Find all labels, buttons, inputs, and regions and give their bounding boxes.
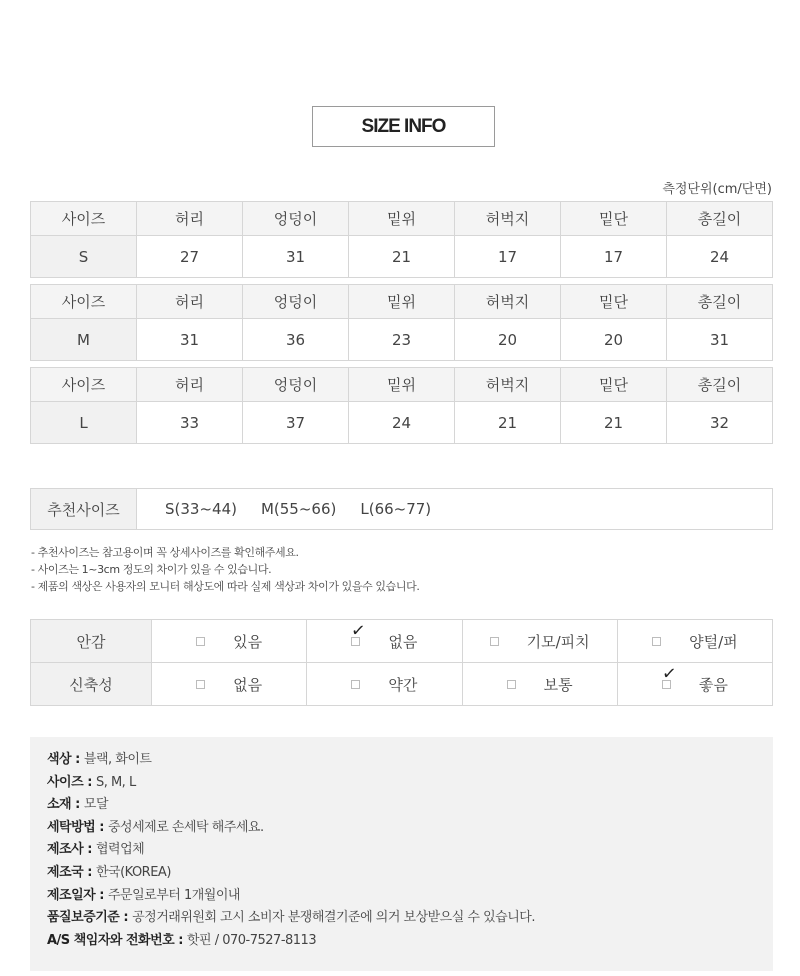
checkbox-icon bbox=[490, 637, 499, 646]
info-separator: : bbox=[83, 842, 96, 858]
header-cell: 엉덩이 bbox=[243, 285, 349, 319]
value-cell: 24 bbox=[349, 402, 455, 444]
header-cell: 허벅지 bbox=[455, 202, 561, 236]
attribute-option bbox=[307, 620, 462, 663]
header-cell: 밑단 bbox=[561, 285, 667, 319]
info-value: 모달 bbox=[83, 797, 109, 813]
info-row bbox=[47, 794, 773, 817]
header-cell: 엉덩이 bbox=[243, 368, 349, 402]
note-line: - 추천사이즈는 참고용이며 꼭 상세사이즈를 확인해주세요. bbox=[31, 546, 299, 559]
attribute-option bbox=[462, 663, 617, 706]
option-label: 양털/퍼 bbox=[689, 632, 738, 651]
info-value: 블랙, 화이트 bbox=[83, 752, 152, 767]
info-row bbox=[47, 907, 773, 930]
info-row bbox=[47, 749, 773, 772]
value-cell: 33 bbox=[137, 402, 243, 444]
recommended-size-value: L(66~77) bbox=[360, 500, 432, 518]
size-label-cell: L bbox=[31, 402, 137, 444]
note-line: - 제품의 색상은 사용자의 모니터 해상도에 따라 실제 색상과 차이가 있을수 있습니다. bbox=[31, 580, 420, 593]
info-key: 세탁방법 bbox=[47, 819, 96, 835]
info-separator: : bbox=[83, 864, 96, 880]
info-value: 주문일로부터 1개월이내 bbox=[108, 887, 240, 903]
attribute-option bbox=[152, 663, 307, 706]
info-row bbox=[47, 862, 773, 885]
info-row bbox=[47, 772, 773, 795]
header-cell: 허벅지 bbox=[455, 368, 561, 402]
attribute-label: 신축성 bbox=[31, 663, 152, 706]
size-table-m bbox=[30, 284, 773, 361]
info-key: 제조일자 bbox=[47, 887, 96, 903]
info-separator: : bbox=[95, 887, 108, 903]
size-table-l bbox=[30, 367, 773, 444]
size-table-value-row bbox=[31, 319, 773, 361]
header-cell: 총길이 bbox=[667, 202, 773, 236]
fabric-attribute-table bbox=[30, 619, 773, 706]
info-key: 품질보증기준 bbox=[47, 910, 120, 926]
info-separator: : bbox=[71, 797, 84, 813]
checkbox-icon bbox=[652, 637, 661, 646]
info-key: 제조국 bbox=[47, 864, 84, 880]
option-label: 없음 bbox=[233, 675, 263, 694]
value-cell: 37 bbox=[243, 402, 349, 444]
note-line: - 사이즈는 1~3cm 정도의 차이가 있을 수 있습니다. bbox=[31, 563, 272, 576]
attribute-row-lining bbox=[31, 620, 773, 663]
checkbox-icon bbox=[351, 680, 360, 689]
size-table-header-row bbox=[31, 368, 773, 402]
info-value: 공정거래위원회 고시 소비자 분쟁해결기준에 의거 보상받으실 수 있습니다. bbox=[132, 910, 535, 926]
info-row bbox=[47, 817, 773, 840]
info-row bbox=[47, 930, 773, 953]
value-cell: 21 bbox=[561, 402, 667, 444]
value-cell: 24 bbox=[667, 236, 773, 278]
header-cell: 허리 bbox=[137, 285, 243, 319]
info-value: S, M, L bbox=[95, 774, 136, 790]
option-label: 있음 bbox=[233, 632, 263, 651]
recommended-size-value: M(55~66) bbox=[260, 500, 337, 518]
value-cell: 27 bbox=[137, 236, 243, 278]
header-cell: 밑위 bbox=[349, 202, 455, 236]
size-table-header-row bbox=[31, 285, 773, 319]
value-cell: 32 bbox=[667, 402, 773, 444]
value-cell: 17 bbox=[455, 236, 561, 278]
header-cell: 허벅지 bbox=[455, 285, 561, 319]
product-info-box bbox=[30, 737, 773, 971]
value-cell: 20 bbox=[455, 319, 561, 361]
info-row bbox=[47, 885, 773, 908]
value-cell: 17 bbox=[561, 236, 667, 278]
option-label: 약간 bbox=[388, 675, 418, 694]
header-cell: 총길이 bbox=[667, 368, 773, 402]
header-cell: 밑위 bbox=[349, 285, 455, 319]
size-info-title: SIZE INFO bbox=[312, 106, 495, 147]
info-separator: : bbox=[174, 932, 187, 948]
recommended-size-label: 추천사이즈 bbox=[31, 489, 137, 529]
header-cell: 사이즈 bbox=[31, 285, 137, 319]
attribute-row-stretch bbox=[31, 663, 773, 706]
info-separator: : bbox=[119, 910, 133, 926]
recommended-size-value: S(33~44) bbox=[165, 500, 237, 518]
option-label: 없음 bbox=[388, 632, 418, 651]
recommended-size-box bbox=[30, 488, 773, 530]
attribute-option bbox=[617, 620, 772, 663]
header-cell: 허리 bbox=[137, 368, 243, 402]
info-key: 소재 bbox=[47, 797, 72, 813]
value-cell: 23 bbox=[349, 319, 455, 361]
check-mark-icon: ✓ bbox=[660, 662, 678, 685]
checkbox-icon bbox=[196, 637, 205, 646]
info-row bbox=[47, 839, 773, 862]
value-cell: 21 bbox=[349, 236, 455, 278]
attribute-option bbox=[617, 663, 772, 706]
size-table-value-row bbox=[31, 236, 773, 278]
info-separator: : bbox=[83, 774, 96, 790]
header-cell: 사이즈 bbox=[31, 368, 137, 402]
info-value: 협력업체 bbox=[95, 842, 145, 858]
size-label-cell: S bbox=[31, 236, 137, 278]
checkbox-icon bbox=[507, 680, 516, 689]
check-mark-icon: ✓ bbox=[350, 619, 367, 642]
size-table-s bbox=[30, 201, 773, 278]
size-table-header-row bbox=[31, 202, 773, 236]
value-cell: 31 bbox=[137, 319, 243, 361]
info-key: 제조사 bbox=[47, 842, 84, 858]
header-cell: 밑위 bbox=[349, 368, 455, 402]
value-cell: 31 bbox=[243, 236, 349, 278]
header-cell: 사이즈 bbox=[31, 202, 137, 236]
attribute-option bbox=[462, 620, 617, 663]
info-key: 색상 bbox=[47, 752, 72, 767]
info-separator: : bbox=[95, 819, 108, 835]
info-value: 중성세제로 손세탁 해주세요. bbox=[108, 819, 264, 835]
attribute-option bbox=[307, 663, 462, 706]
value-cell: 36 bbox=[243, 319, 349, 361]
header-cell: 밑단 bbox=[561, 368, 667, 402]
header-cell: 허리 bbox=[137, 202, 243, 236]
size-label-cell: M bbox=[31, 319, 137, 361]
option-label: 좋음 bbox=[698, 675, 728, 694]
header-cell: 밑단 bbox=[561, 202, 667, 236]
value-cell: 31 bbox=[667, 319, 773, 361]
info-value: 핫핀 / 070-7527-8113 bbox=[186, 932, 317, 948]
attribute-label: 안감 bbox=[31, 620, 152, 663]
value-cell: 21 bbox=[455, 402, 561, 444]
info-key: 사이즈 bbox=[47, 774, 84, 790]
checkbox-icon bbox=[196, 680, 205, 689]
info-separator: : bbox=[71, 752, 84, 767]
info-value: 한국(KOREA) bbox=[95, 864, 171, 880]
option-label: 기모/피치 bbox=[526, 632, 590, 651]
size-notes bbox=[31, 544, 419, 595]
size-table-value-row bbox=[31, 402, 773, 444]
header-cell: 엉덩이 bbox=[243, 202, 349, 236]
option-label: 보통 bbox=[543, 675, 573, 694]
value-cell: 20 bbox=[561, 319, 667, 361]
info-key: A/S 책임자와 전화번호 bbox=[47, 932, 175, 948]
attribute-option bbox=[152, 620, 307, 663]
unit-note: 측정단위(cm/단면) bbox=[662, 182, 772, 197]
header-cell: 총길이 bbox=[667, 285, 773, 319]
